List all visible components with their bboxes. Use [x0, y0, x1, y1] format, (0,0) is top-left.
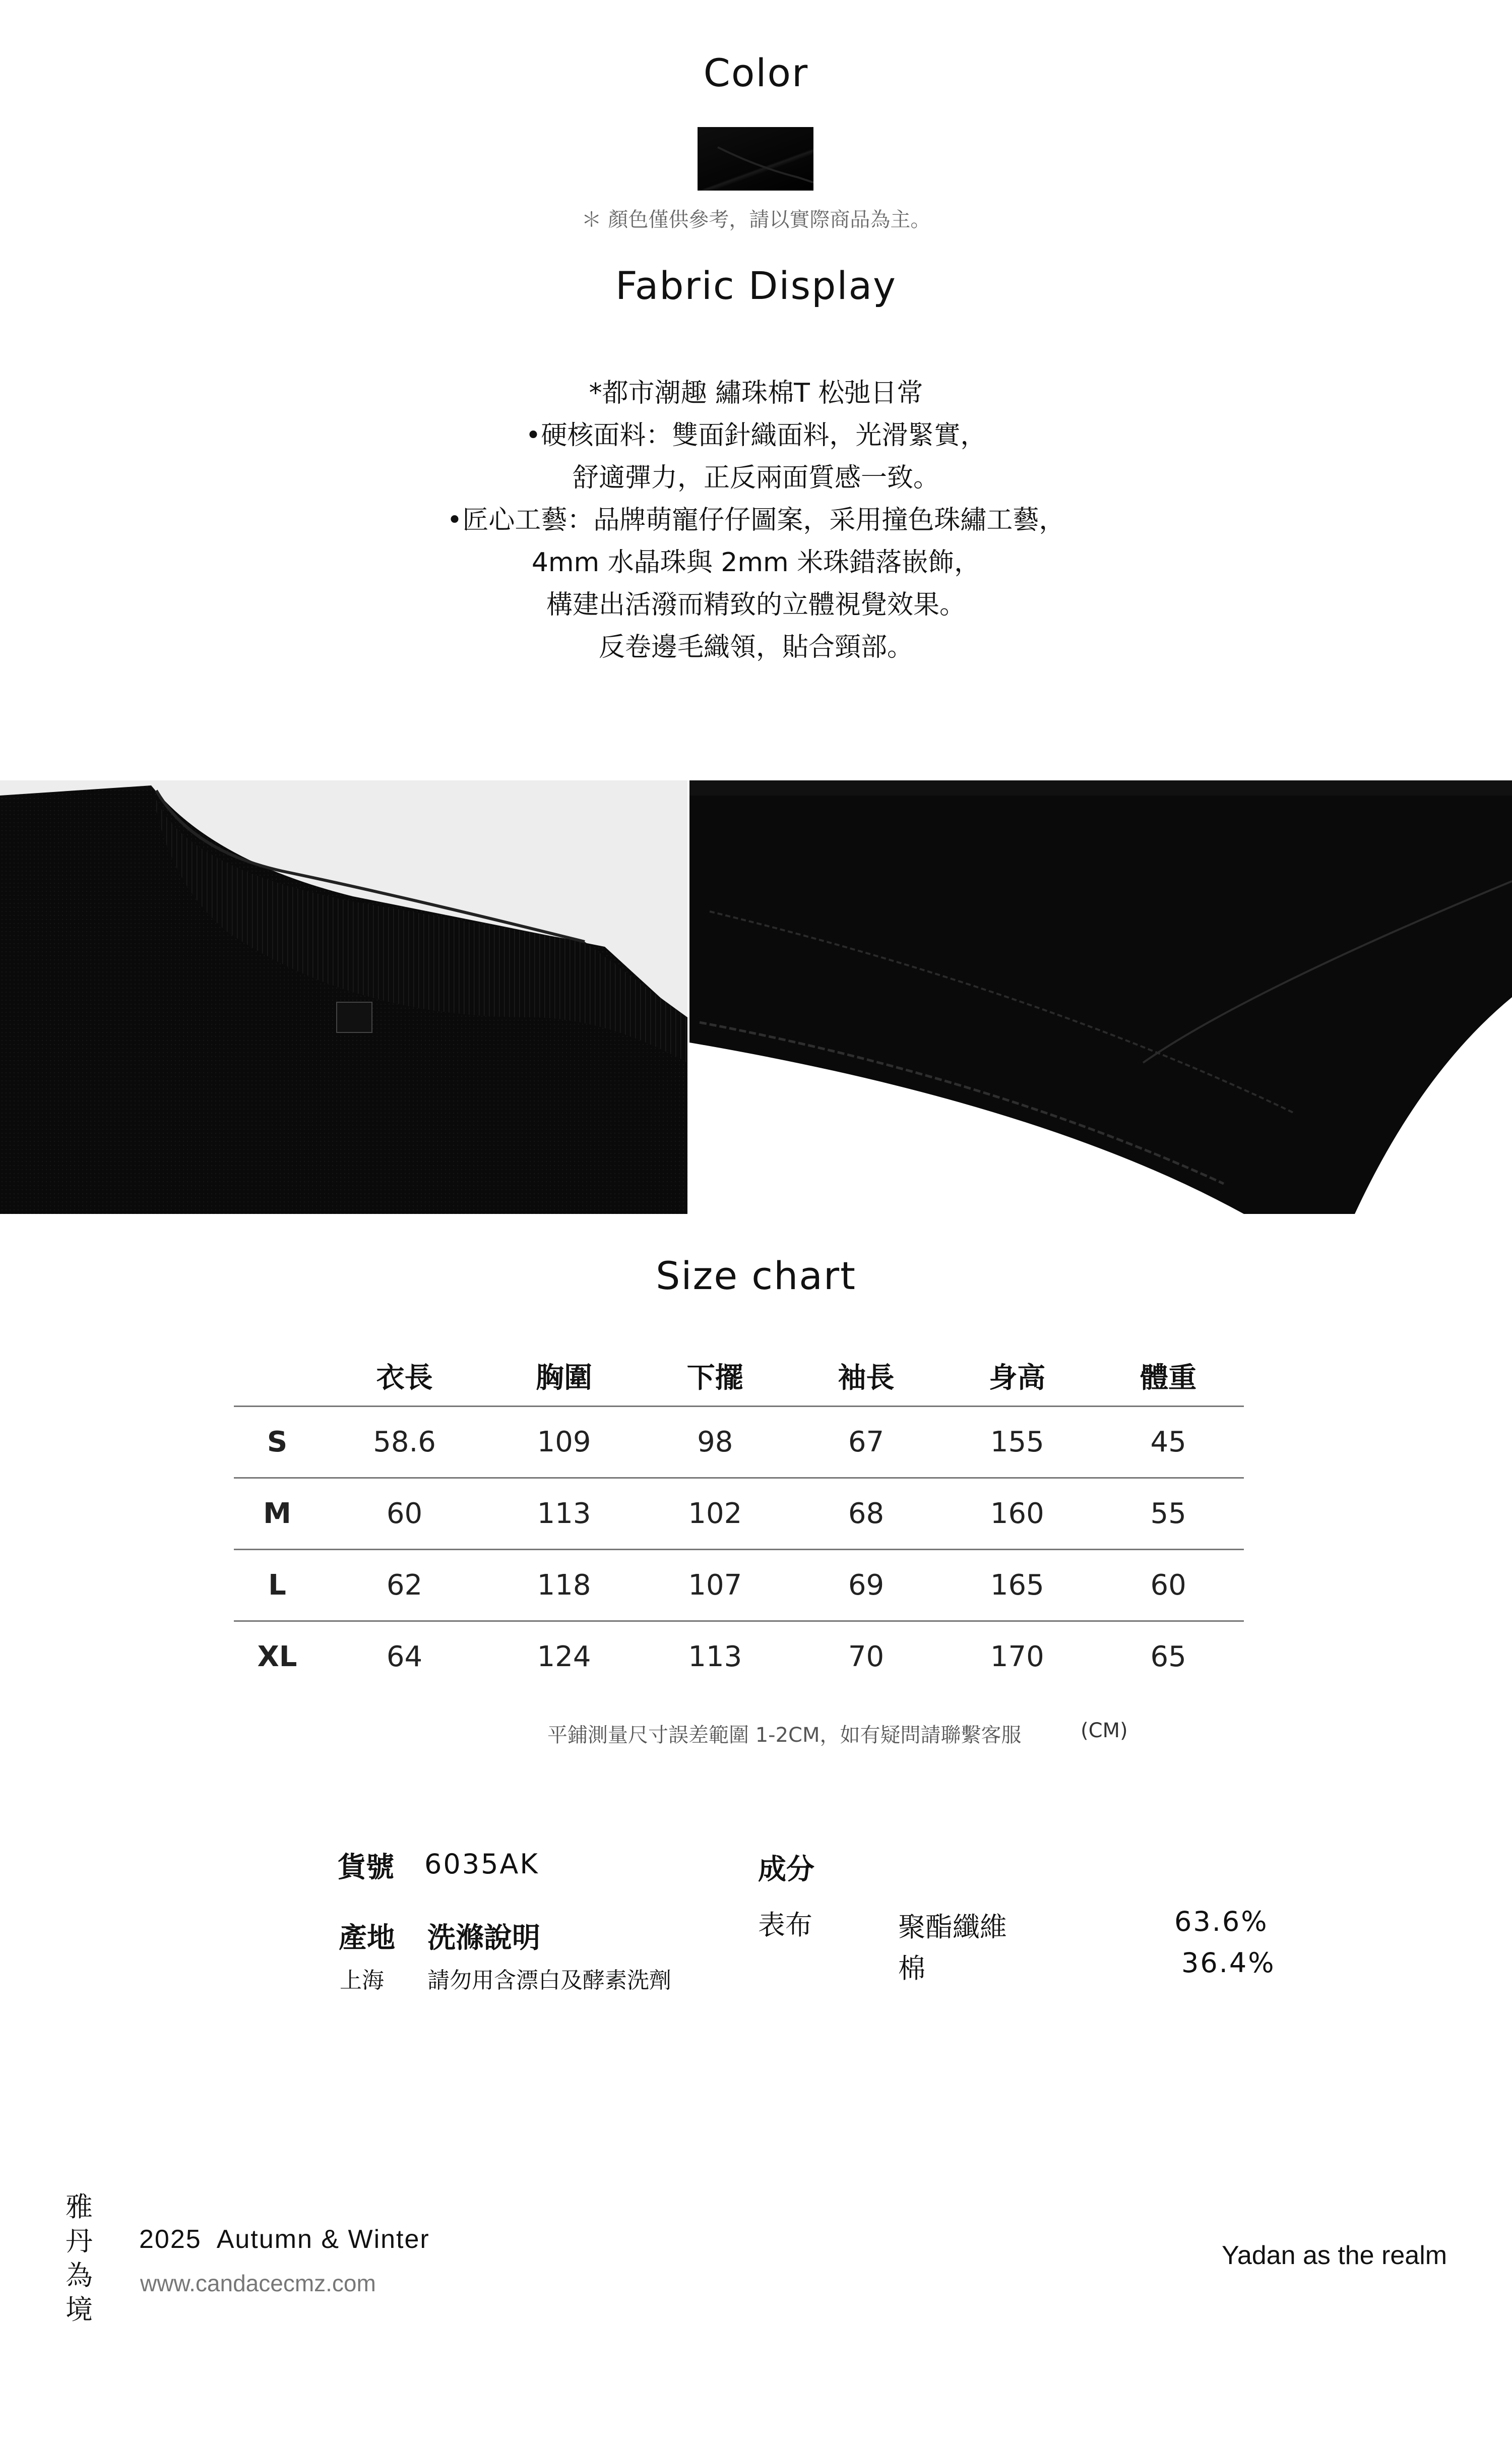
size-chart-table — [234, 1346, 1244, 1692]
fabric-title: Fabric Display — [615, 263, 897, 308]
fabric-line: 4mm 水晶珠與 2mm 米珠錯落嵌飾， — [531, 547, 981, 578]
collar-detail-photo — [0, 780, 687, 1214]
table-cell: 113 — [488, 1478, 640, 1550]
brand-slogan: Yadan as the realm — [1222, 2241, 1447, 2270]
size-header: 衣長 — [376, 1362, 433, 1394]
table-cell: 160 — [941, 1478, 1093, 1550]
size-header: 體重 — [1140, 1362, 1197, 1394]
color-title: Color — [703, 50, 809, 95]
table-cell: 62 — [321, 1550, 488, 1621]
item-number-value: 6035AK — [424, 1848, 539, 1880]
brand-char: 為 — [66, 2260, 93, 2291]
table-row — [234, 1478, 1244, 1550]
hem-detail-photo — [689, 780, 1512, 1214]
color-note: ＊ 顏色僅供參考，請以實際商品為主。 — [581, 208, 931, 231]
origin-label: 產地 — [339, 1922, 395, 1955]
table-cell: 70 — [791, 1621, 942, 1692]
fabric-line: 構建出活潑而精致的立體視覺效果。 — [546, 590, 966, 620]
size-header: 下擺 — [686, 1362, 743, 1394]
fabric-line: 舒適彈力，正反兩面質感一致。 — [572, 463, 939, 493]
table-cell: 58.6 — [373, 1426, 436, 1458]
table-cell: 60 — [1093, 1550, 1244, 1621]
table-cell: 170 — [941, 1621, 1093, 1692]
size-header — [234, 1346, 321, 1407]
brand-vertical-logo — [62, 2190, 96, 2327]
wash-label: 洗滌說明 — [427, 1922, 540, 1955]
table-cell: 55 — [1093, 1478, 1244, 1550]
table-cell: 113 — [640, 1621, 791, 1692]
table-cell: 109 — [537, 1426, 591, 1458]
size-header: 胸圍 — [536, 1362, 592, 1394]
size-chart-unit: (CM) — [1081, 1719, 1128, 1742]
size-label: S — [267, 1426, 288, 1458]
table-cell: 118 — [488, 1550, 640, 1621]
material-name: 棉 — [898, 1952, 925, 1984]
website-link[interactable]: www.candacecmz.com — [140, 2270, 376, 2296]
composition-label: 成分 — [758, 1853, 814, 1886]
table-cell: 67 — [848, 1426, 885, 1458]
table-row — [234, 1550, 1244, 1621]
wash-instructions: 請勿用含漂白及酵素洗劑 — [427, 1968, 671, 1993]
size-chart-note: 平鋪測量尺寸誤差範圍 1-2CM，如有疑問請聯繫客服 — [547, 1724, 1022, 1747]
brand-char: 雅 — [66, 2191, 93, 2223]
fabric-line: *都市潮趣 繡珠棉T 松弛日常 — [589, 378, 923, 408]
origin-value: 上海 — [340, 1968, 384, 1993]
size-table-header-row — [234, 1346, 1244, 1407]
size-label: XL — [234, 1621, 321, 1692]
table-cell: 98 — [697, 1426, 733, 1458]
size-label: L — [234, 1550, 321, 1621]
table-cell: 102 — [640, 1478, 791, 1550]
table-cell: 69 — [791, 1550, 942, 1621]
table-cell: 64 — [321, 1621, 488, 1692]
size-header: 袖長 — [838, 1362, 895, 1394]
color-swatch-black[interactable] — [698, 127, 813, 191]
table-row — [234, 1621, 1244, 1692]
fabric-description — [0, 372, 1512, 668]
material-percent: 36.4% — [1181, 1947, 1276, 1979]
table-cell: 45 — [1150, 1426, 1186, 1458]
brand-char: 境 — [66, 2294, 93, 2326]
table-row — [234, 1407, 1244, 1478]
size-chart-title: Size chart — [656, 1253, 856, 1298]
size-header: 身高 — [989, 1362, 1046, 1394]
brand-char: 丹 — [66, 2225, 93, 2257]
fabric-line: 反卷邊毛織領，貼合頸部。 — [598, 632, 913, 662]
fabric-line: •匠心工藝：品牌萌寵仔仔圖案，采用撞色珠繡工藝， — [447, 505, 1065, 535]
size-label: M — [234, 1478, 321, 1550]
table-cell: 68 — [791, 1478, 942, 1550]
fabric-part-label: 表布 — [758, 1909, 812, 1941]
table-cell: 65 — [1093, 1621, 1244, 1692]
material-percent: 63.6% — [1174, 1906, 1269, 1937]
material-name: 聚酯纖維 — [898, 1911, 1007, 1943]
table-cell: 165 — [941, 1550, 1093, 1621]
item-number-label: 貨號 — [338, 1851, 394, 1884]
table-cell: 124 — [488, 1621, 640, 1692]
table-cell: 60 — [321, 1478, 488, 1550]
season-label: 2025 Autumn & Winter — [139, 2225, 430, 2254]
fabric-line: •硬核面料：雙面針織面料，光滑緊實， — [525, 420, 987, 451]
table-cell: 107 — [640, 1550, 791, 1621]
table-cell: 155 — [990, 1426, 1044, 1458]
